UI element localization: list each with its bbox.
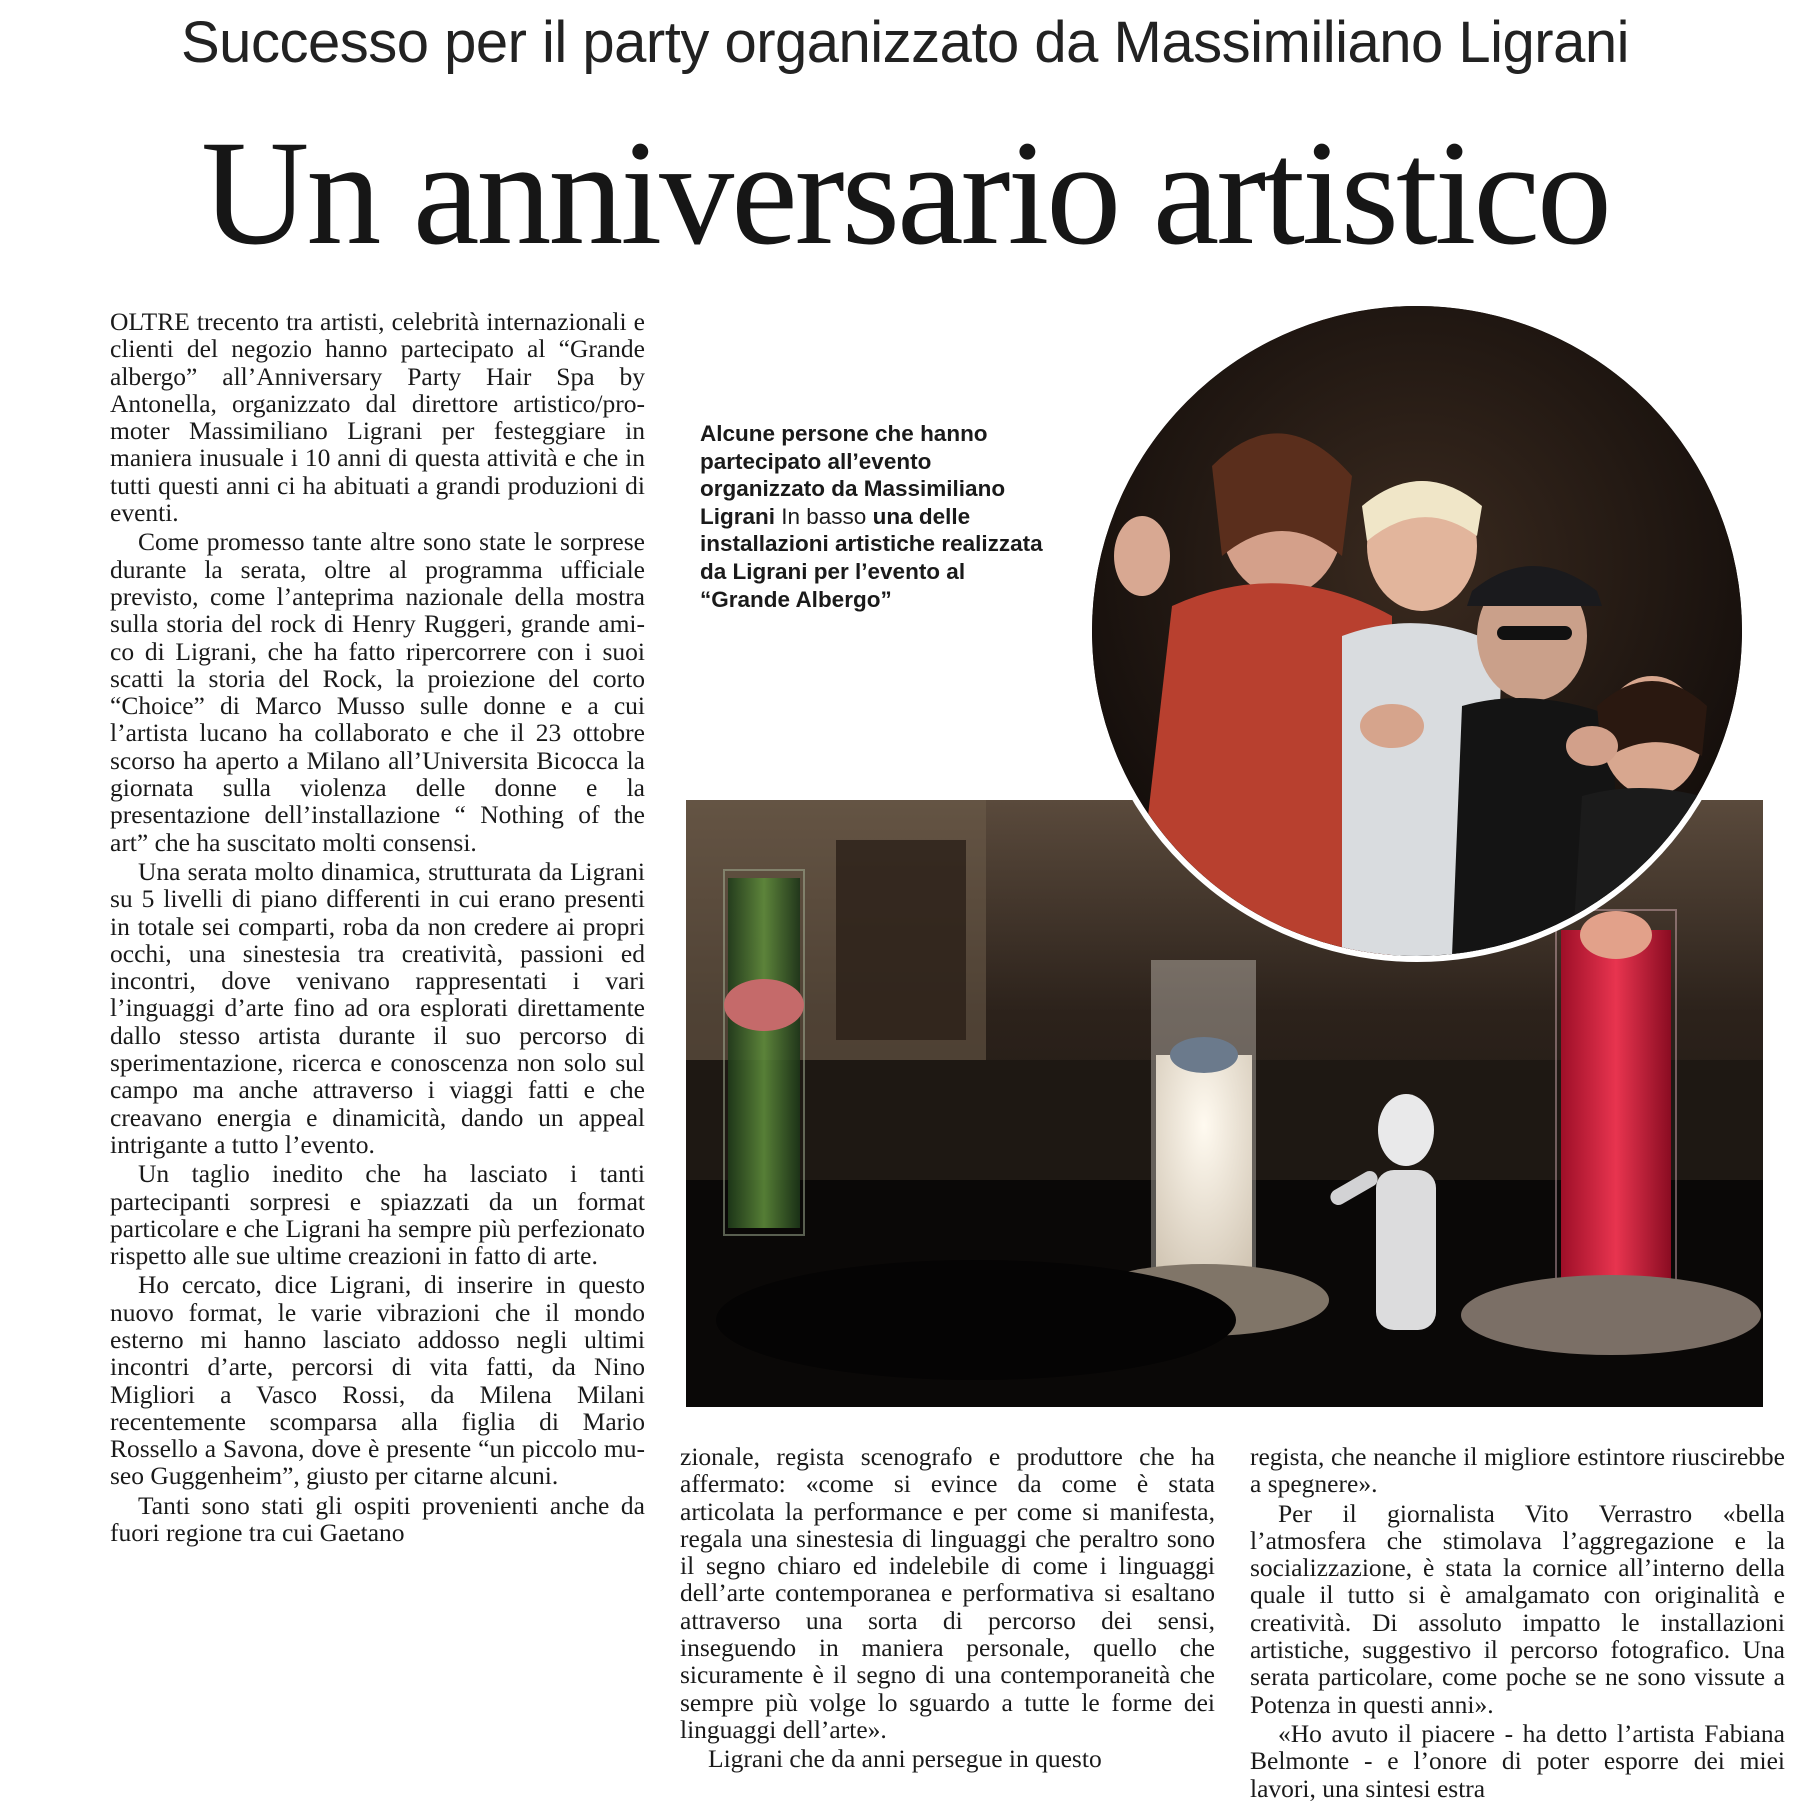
paragraph: zionale, regista scenografo e produttore che ha affermato: «come si evince da come è stata articolata la performance e per come si manifesta, regala una sinestesia di linguaggi che peraltro sono il segno chiaro ed indelebile di come i linguaggi dell’arte contemporanea e performativa si esaltano attraverso una sorta di percorso dei sensi, inseguendo in maniera personale, quello che sicuramente è il segno di una contemporaneità che sempre più volge lo sguardo a tutte le forme dei linguaggi dell’arte».	[680, 1443, 1215, 1744]
paragraph: Un taglio inedito che ha lasciato i tanti partecipanti sorpresi e spiazzati da un format particolare e che Ligrani ha sempre più perfezionato rispetto alle sue ultime creazioni in fatto di arte.	[110, 1159, 645, 1271]
paragraph: Tanti sono stati gli ospiti provenienti anche da fuori regione tra cui Gaetano	[110, 1490, 645, 1548]
party-photo	[1086, 300, 1748, 962]
paragraph: Per il giornalista Vito Verrastro «bella l’atmosfera che stimolava l’aggregazione e la socializzazione, è stata la cornice all’interno della quale il tutto si è amalgamato con originalità e creatività. Di assoluto impatto le installazioni artistiche, suggestivo il percorso fotografico. Una serata particolare, come poche se ne sono vissute a Potenza in questi anni».	[1250, 1498, 1785, 1719]
article-kicker: Successo per il party organizzato da Massimiliano Ligrani	[181, 10, 1629, 75]
paragraph: OLTRE trecento tra artisti, celebrità internazionali e clienti del negozio hanno partecipato al “Grande albergo” all’Anniversary Party Hair Spa by Antonella, organizzato dal direttore artistico/promoter Massimiliano Ligrani per festeggiare in maniera inusuale i 10 anni di questa attività e che in tutti questi anni ci ha abituati a grandi produzioni di eventi.	[110, 308, 645, 528]
paragraph: «Ho avuto il piacere - ha detto l’artista Fabiana Belmonte - e l’onore di poter esporre dei miei lavori, una sintesi estra	[1250, 1718, 1785, 1803]
paragraph: Una serata molto dinamica, strutturata da Ligrani su 5 livelli di piano differenti in cui erano presenti in totale sei comparti, roba da non credere ai propri occhi, una sinestesia tra creatività, passioni ed incontri, dove venivano rappresentati i vari l’inguaggi d’arte fino ad ora esplorati direttamente dallo stesso artista durante il suo percorso di sperimentazione, ricerca e conoscenza non solo sul campo ma anche attraverso i viaggi fatti e che creavano energia e dinamicità, dando un appeal intrigante a tutto l’evento.	[110, 856, 645, 1159]
caption-bold-1: Alcune persone che hanno partecipato all’evento organizzato da Massimiliano Ligrani	[700, 421, 1006, 529]
article-column-2	[680, 1443, 1215, 1810]
paragraph: Ligrani che da anni persegue in questo	[708, 1744, 1102, 1774]
caption-plain: In basso	[775, 503, 873, 529]
paragraph: Ho cercato, dice Ligrani, di inserire in questo nuovo format, le varie vibrazioni che il mondo esterno mi hanno lasciato addosso negli ultimi incontri d’arte, percorsi di vita fatti, da Nino Migliori a Vasco Rossi, da Milena Milani recentemente scomparsa alla figlia di Mario Rossello a Savona, dove è presente “un piccolo museo Guggenheim”, giusto per citarne alcuni.	[110, 1270, 645, 1491]
article-column-3	[1250, 1443, 1785, 1810]
caption-bold-2: una delle installazioni artistiche realizzata da Ligrani per l’evento al “Grande Albergo”	[700, 503, 1043, 612]
article-headline: Un anniversario artistico	[201, 110, 1609, 276]
paragraph: regista, che neanche il migliore estintore riuscirebbe a spegnere».	[1250, 1443, 1785, 1499]
paragraph: Come promesso tante altre sono state le sorprese durante la serata, oltre al programma ufficiale previsto, come l’anteprima nazionale della mostra sulla storia del rock di Henry Ruggeri, grande amico di Ligrani, che ha fatto ripercorrere con i suoi scatti la storia del Rock, la proiezione del corto “Choice” di Marco Musso sulle donne e a cui l’artista lucano ha collaborato e che il 23 ottobre scorso ha aperto a Milano all’Universita Bicocca la giornata sulla violenza delle donne e la presentazione dell’installazione “ Nothing of the art” che ha suscitato molti consensi.	[110, 527, 645, 857]
photo-caption	[700, 420, 1060, 613]
article-column-1	[110, 308, 645, 1810]
